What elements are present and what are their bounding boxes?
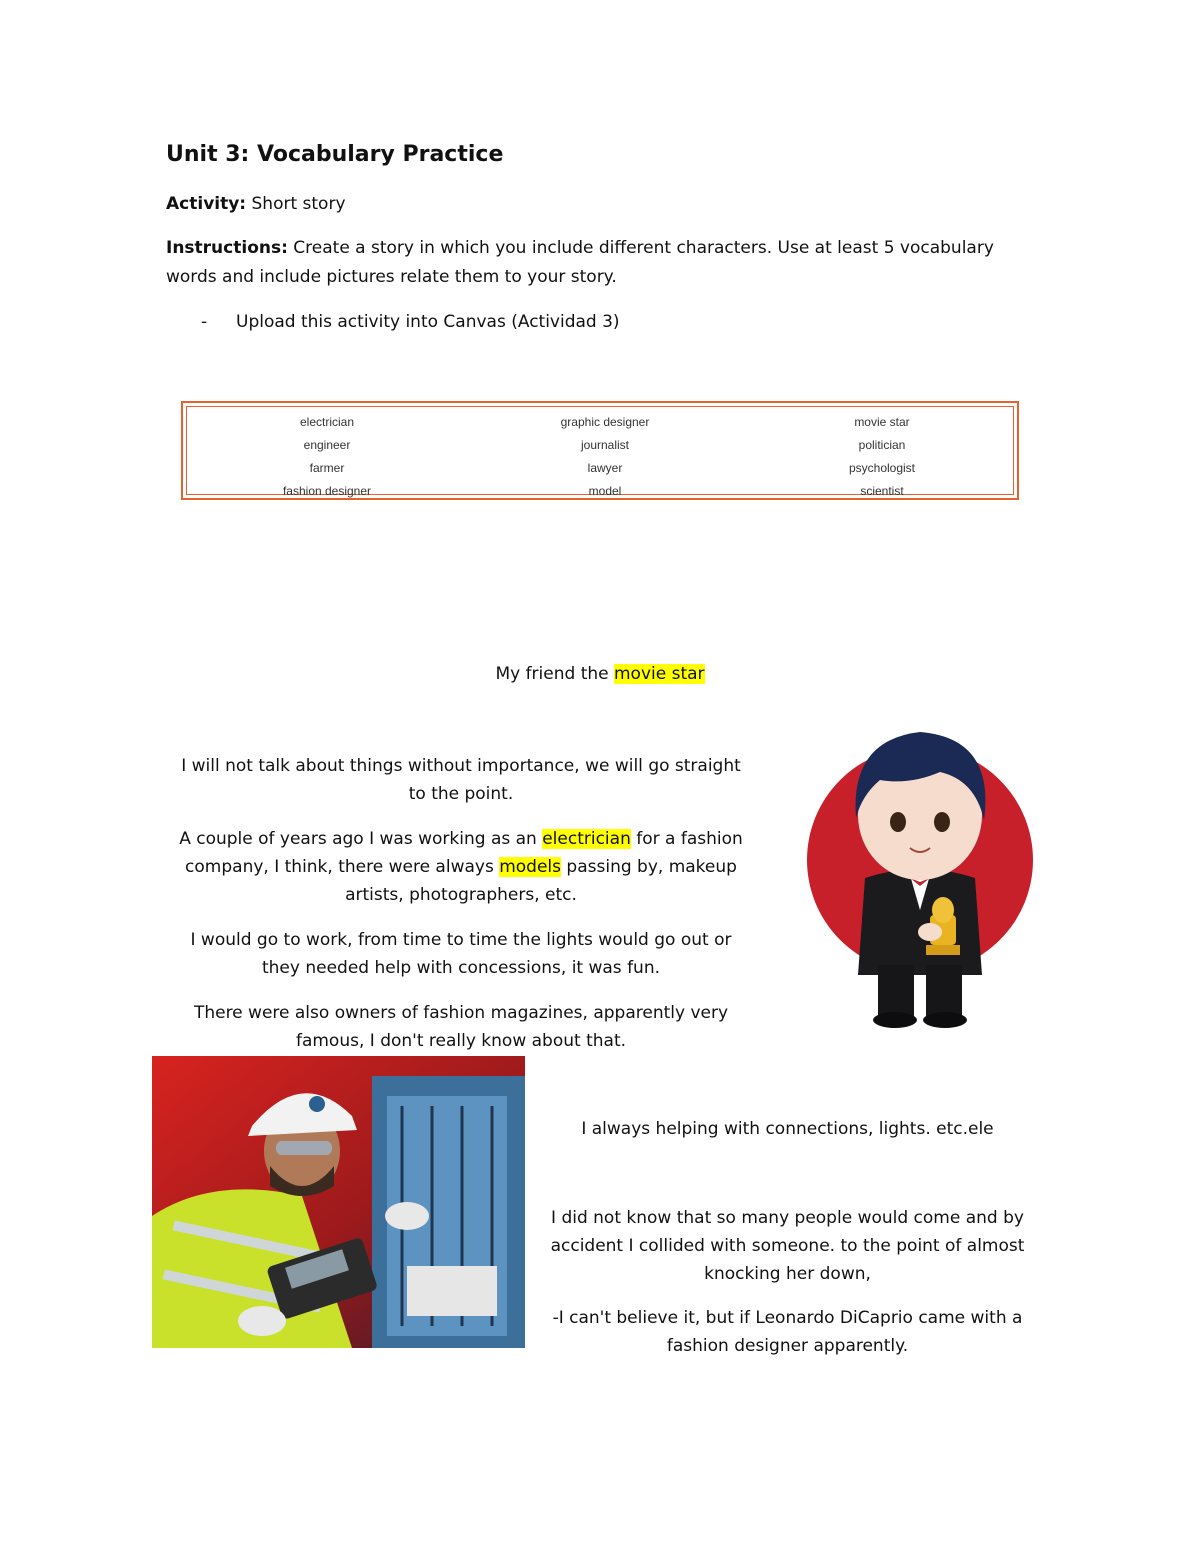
story-paragraph-6	[530, 1204, 1045, 1288]
hand	[918, 923, 942, 941]
activity-label: Activity:	[166, 194, 247, 214]
vocab-word: scientist	[860, 484, 904, 498]
story-paragraph-3	[150, 926, 772, 982]
hat-logo	[309, 1096, 325, 1112]
vocabulary-column-2	[465, 411, 745, 503]
story-paragraph-1	[150, 752, 772, 808]
text-line: company, I think, there were always models passing by, makeup	[185, 857, 737, 877]
text-line: A couple of years ago I was working as an electrician for a fashion	[179, 829, 743, 849]
vocabulary-table-inner	[186, 406, 1014, 498]
right-shoe	[923, 1012, 967, 1028]
story-title	[0, 664, 1200, 684]
left-leg	[878, 965, 914, 1017]
left-shoe	[873, 1012, 917, 1028]
left-eye	[890, 812, 906, 832]
right-eye	[934, 812, 950, 832]
highlight-models: models	[499, 857, 562, 877]
instructions-label: Instructions:	[166, 238, 288, 258]
breakers	[407, 1266, 497, 1316]
highlight-movie-star: movie star	[614, 664, 705, 684]
electrician-photo	[152, 1056, 525, 1348]
bullet-text: Upload this activity into Canvas (Actividad 3)	[236, 312, 620, 332]
text-line: I will not talk about things without importance, we will go straight	[181, 756, 741, 776]
right-leg	[926, 965, 962, 1017]
vocab-word: movie star	[854, 415, 910, 429]
text-line: artists, photographers, etc.	[345, 885, 577, 905]
page-title: Unit 3: Vocabulary Practice	[166, 142, 504, 167]
bullet-dash: -	[201, 312, 208, 332]
text-line: fashion designer apparently.	[666, 1336, 909, 1356]
activity-line	[166, 194, 346, 214]
glove-left	[238, 1306, 286, 1336]
story-title-text: My friend the	[495, 664, 614, 684]
safety-glasses	[276, 1141, 332, 1155]
movie-star-illustration	[770, 710, 1110, 1040]
highlight-electrician: electrician	[542, 829, 631, 849]
vocabulary-column-1	[187, 411, 467, 503]
instructions-text-1: Create a story in which you include different characters. Use at least 5 vocabulary	[287, 238, 994, 258]
vocab-word: electrician	[299, 415, 355, 429]
instructions-line-1	[166, 238, 994, 258]
vocabulary-column-3	[742, 411, 1022, 503]
vocab-word: graphic designer	[560, 415, 650, 429]
activity-text: Short story	[246, 194, 346, 214]
vocab-word: engineer	[303, 438, 351, 452]
vocab-word: lawyer	[587, 461, 623, 475]
vocab-word: farmer	[309, 461, 345, 475]
story-paragraph-7	[530, 1304, 1045, 1360]
text-line: There were also owners of fashion magazines, apparently very	[193, 1003, 729, 1023]
vocab-word: fashion designer	[282, 484, 372, 498]
story-paragraph-2	[150, 825, 772, 909]
text-line: -I can't believe it, but if Leonardo DiCaprio came with a	[552, 1308, 1023, 1328]
trophy-head	[932, 897, 954, 923]
vocab-word: psychologist	[848, 461, 916, 475]
text-line: famous, I don't really know about that.	[295, 1031, 627, 1051]
text-line: to the point.	[408, 784, 514, 804]
text-line: accident I collided with someone. to the point of almost	[550, 1236, 1025, 1256]
text-line: I would go to work, from time to time the lights would go out or	[190, 930, 732, 950]
vocab-word: model	[588, 484, 622, 498]
trophy-base	[926, 945, 960, 955]
text-line: knocking her down,	[704, 1264, 871, 1284]
instructions-line-2: words and include pictures relate them to your story.	[166, 267, 617, 287]
vocab-word: journalist	[580, 438, 630, 452]
text-line: they needed help with concessions, it was fun.	[261, 958, 661, 978]
story-paragraph-4	[150, 999, 772, 1055]
vocab-word: politician	[858, 438, 906, 452]
text-line: I did not know that so many people would come and by	[551, 1208, 1024, 1228]
vocabulary-table	[181, 401, 1019, 500]
glove-right	[385, 1202, 429, 1230]
story-paragraph-5: I always helping with connections, lights. etc.ele	[581, 1119, 994, 1139]
